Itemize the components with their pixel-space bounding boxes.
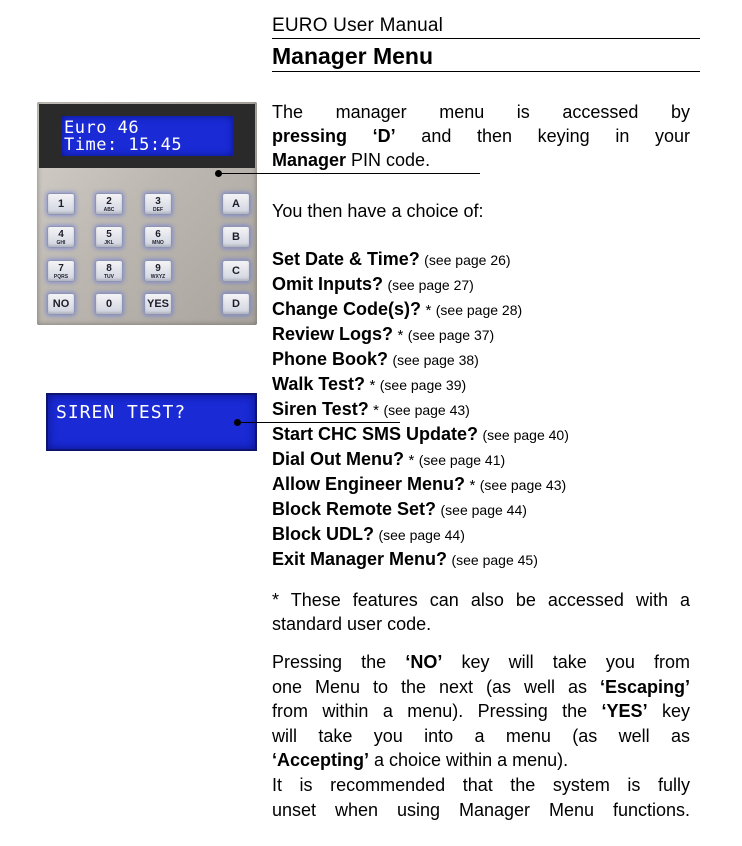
key-3: 3 DEF <box>144 193 172 215</box>
explanation-line-4: will take you into a menu (as well as <box>272 725 690 746</box>
key-b: B <box>222 226 250 248</box>
key-4: 4 GHI <box>47 226 75 248</box>
menu-item-phone-book: Phone Book? (see page 38) <box>272 349 479 369</box>
key-9: 9 WXYZ <box>144 260 172 282</box>
siren-test-lcd <box>46 393 257 451</box>
menu-item-dial-out-menu: Dial Out Menu? * (see page 41) <box>272 449 506 469</box>
menu-item-set-date-time: Set Date & Time? (see page 26) <box>272 249 511 269</box>
menu-item-omit-inputs: Omit Inputs? (see page 27) <box>272 274 474 294</box>
footnote-line-2: standard user code. <box>272 614 432 634</box>
menu-item-block-udl: Block UDL? (see page 44) <box>272 524 465 544</box>
document-title: EURO User Manual <box>272 15 444 36</box>
explanation-line-7: unset when using Manager Menu functions. <box>272 799 690 820</box>
key-6: 6 MNO <box>144 226 172 248</box>
footnote-line-1: * These features can also be accessed with a <box>272 590 690 610</box>
key-c: C <box>222 260 250 282</box>
explanation-line-3: from within a menu). Pressing the ‘YES’ key <box>272 701 690 722</box>
menu-item-change-codes: Change Code(s)? * (see page 28) <box>272 299 523 319</box>
key-0: 0 <box>95 293 123 315</box>
key-d: D <box>222 293 250 315</box>
explanation-line-1: Pressing the ‘NO’ key will take you from <box>272 652 690 672</box>
key-8: 8 TUV <box>95 260 123 282</box>
explanation-line-6: It is recommended that the system is fully <box>272 774 690 795</box>
explanation-paragraph <box>272 650 690 822</box>
section-divider <box>272 71 700 72</box>
key-no: NO <box>47 293 75 315</box>
manager-menu-list <box>272 247 702 572</box>
menu-item-review-logs: Review Logs? * (see page 37) <box>272 324 495 344</box>
key-yes: YES <box>144 293 172 315</box>
explanation-line-5: ‘Accepting’ a choice within a menu). <box>272 750 569 771</box>
keypad-lcd-display <box>61 116 233 156</box>
intro-line-1: The manager menu is accessed by <box>272 102 690 122</box>
section-title: Manager Menu <box>272 43 434 69</box>
key-1: 1 <box>47 193 75 215</box>
choice-text: You then have a choice of: <box>272 201 484 221</box>
keypad-lcd-frame <box>39 104 255 168</box>
page-header <box>272 14 700 72</box>
intro-line-2: pressing ‘D’ and then keying in your <box>272 126 690 146</box>
lcd-line-1: Euro 46 <box>64 118 140 138</box>
key-a: A <box>222 193 250 215</box>
menu-item-block-remote-set: Block Remote Set? (see page 44) <box>272 499 527 519</box>
lcd-line-2: Time: 15:45 <box>64 135 183 155</box>
intro-line-3: Manager PIN code. <box>272 150 431 170</box>
menu-item-allow-engineer-menu: Allow Engineer Menu? * (see page 43) <box>272 474 567 494</box>
menu-item-siren-test: Siren Test? * (see page 43) <box>272 399 470 419</box>
keypad-image <box>37 102 257 325</box>
key-5: 5 JKL <box>95 226 123 248</box>
siren-lcd-text: SIREN TEST? <box>56 402 187 423</box>
keypad-pointer-line <box>219 173 480 174</box>
menu-item-exit-manager-menu: Exit Manager Menu? (see page 45) <box>272 549 538 569</box>
menu-item-start-chc-sms-update: Start CHC SMS Update? (see page 40) <box>272 424 569 444</box>
footnote <box>272 588 690 636</box>
menu-item-walk-test: Walk Test? * (see page 39) <box>272 374 467 394</box>
key-7: 7 PQRS <box>47 260 75 282</box>
key-2: 2 ABC <box>95 193 123 215</box>
explanation-line-2: one Menu to the next (as well as ‘Escaping’ <box>272 676 690 697</box>
intro-paragraph <box>272 100 690 172</box>
